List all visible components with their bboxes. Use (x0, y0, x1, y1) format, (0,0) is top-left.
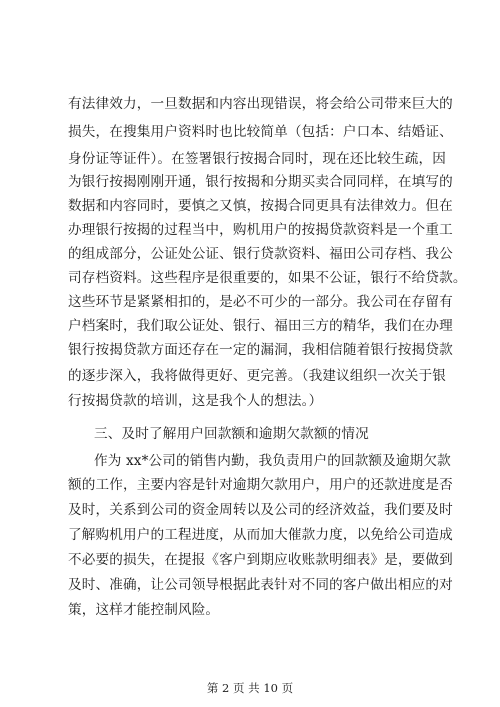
body-line: 有法律效力，一旦数据和内容出现错误，将会给公司带来巨大的 (68, 96, 453, 112)
body-line: 的组成部分，公证处公证、银行贷款资料、福田公司存档、我公 (68, 246, 453, 262)
body-line: 司存档资料。这些程序是很重要的，如果不公证，银行不给贷款。 (68, 270, 467, 286)
body-line: 这些环节是紧紧相扣的，是必不可少的一部分。我公司在存留有 (68, 294, 453, 310)
body-line: 作为 xx*公司的销售内勤，我负责用户的回款额及逾期欠款 (94, 453, 451, 469)
body-line: 银行按揭贷款方面还存在一定的漏洞，我相信随着银行按揭贷款 (68, 342, 453, 358)
page-footer: 第 2 页 共 10 页 (206, 681, 294, 695)
body-line: 行按揭贷款的培训，这是我个人的想法。） (68, 393, 323, 409)
body-line: 为银行按揭刚刚开通，银行按揭和分期买卖合同同样，在填写的 (68, 174, 453, 190)
body-line: 数据和内容同时，要慎之又慎，按揭合同更具有法律效力。但在 (68, 198, 453, 214)
body-line: 损失，在搜集用户资料时也比较简单（包括：户口本、结婚证、 (68, 124, 453, 140)
body-line: 的逐步深入，我将做得更好、更完善。（我建议组织一次关于银 (68, 368, 447, 384)
body-line: 了解购机用户的工程进度，从而加大催款力度，以免给公司造成 (68, 527, 453, 543)
body-line: 策，这样才能控制风险。 (68, 602, 220, 618)
body-line: 额的工作，主要内容是针对逾期欠款用户，用户的还款进度是否 (68, 477, 453, 493)
body-line: 户档案时，我们取公证处、银行、福田三方的精华，我们在办理 (68, 318, 453, 334)
section-heading: 三、及时了解用户回款额和逾期欠款额的情况 (94, 426, 369, 442)
body-line: 身份证等证件）。在签署银行按揭合同时，现在还比较生疏，因 (68, 151, 447, 167)
body-line: 及时、准确，让公司领导根据此表针对不同的客户做出相应的对 (68, 577, 453, 593)
body-line: 及时，关系到公司的资金周转以及公司的经济效益，我们要及时 (68, 502, 453, 518)
body-line: 不必要的损失，在提报《客户到期应收账款明细表》是，要做到 (68, 552, 453, 568)
body-line: 办理银行按揭的过程当中，购机用户的按揭贷款资料是一个重工 (68, 222, 453, 238)
